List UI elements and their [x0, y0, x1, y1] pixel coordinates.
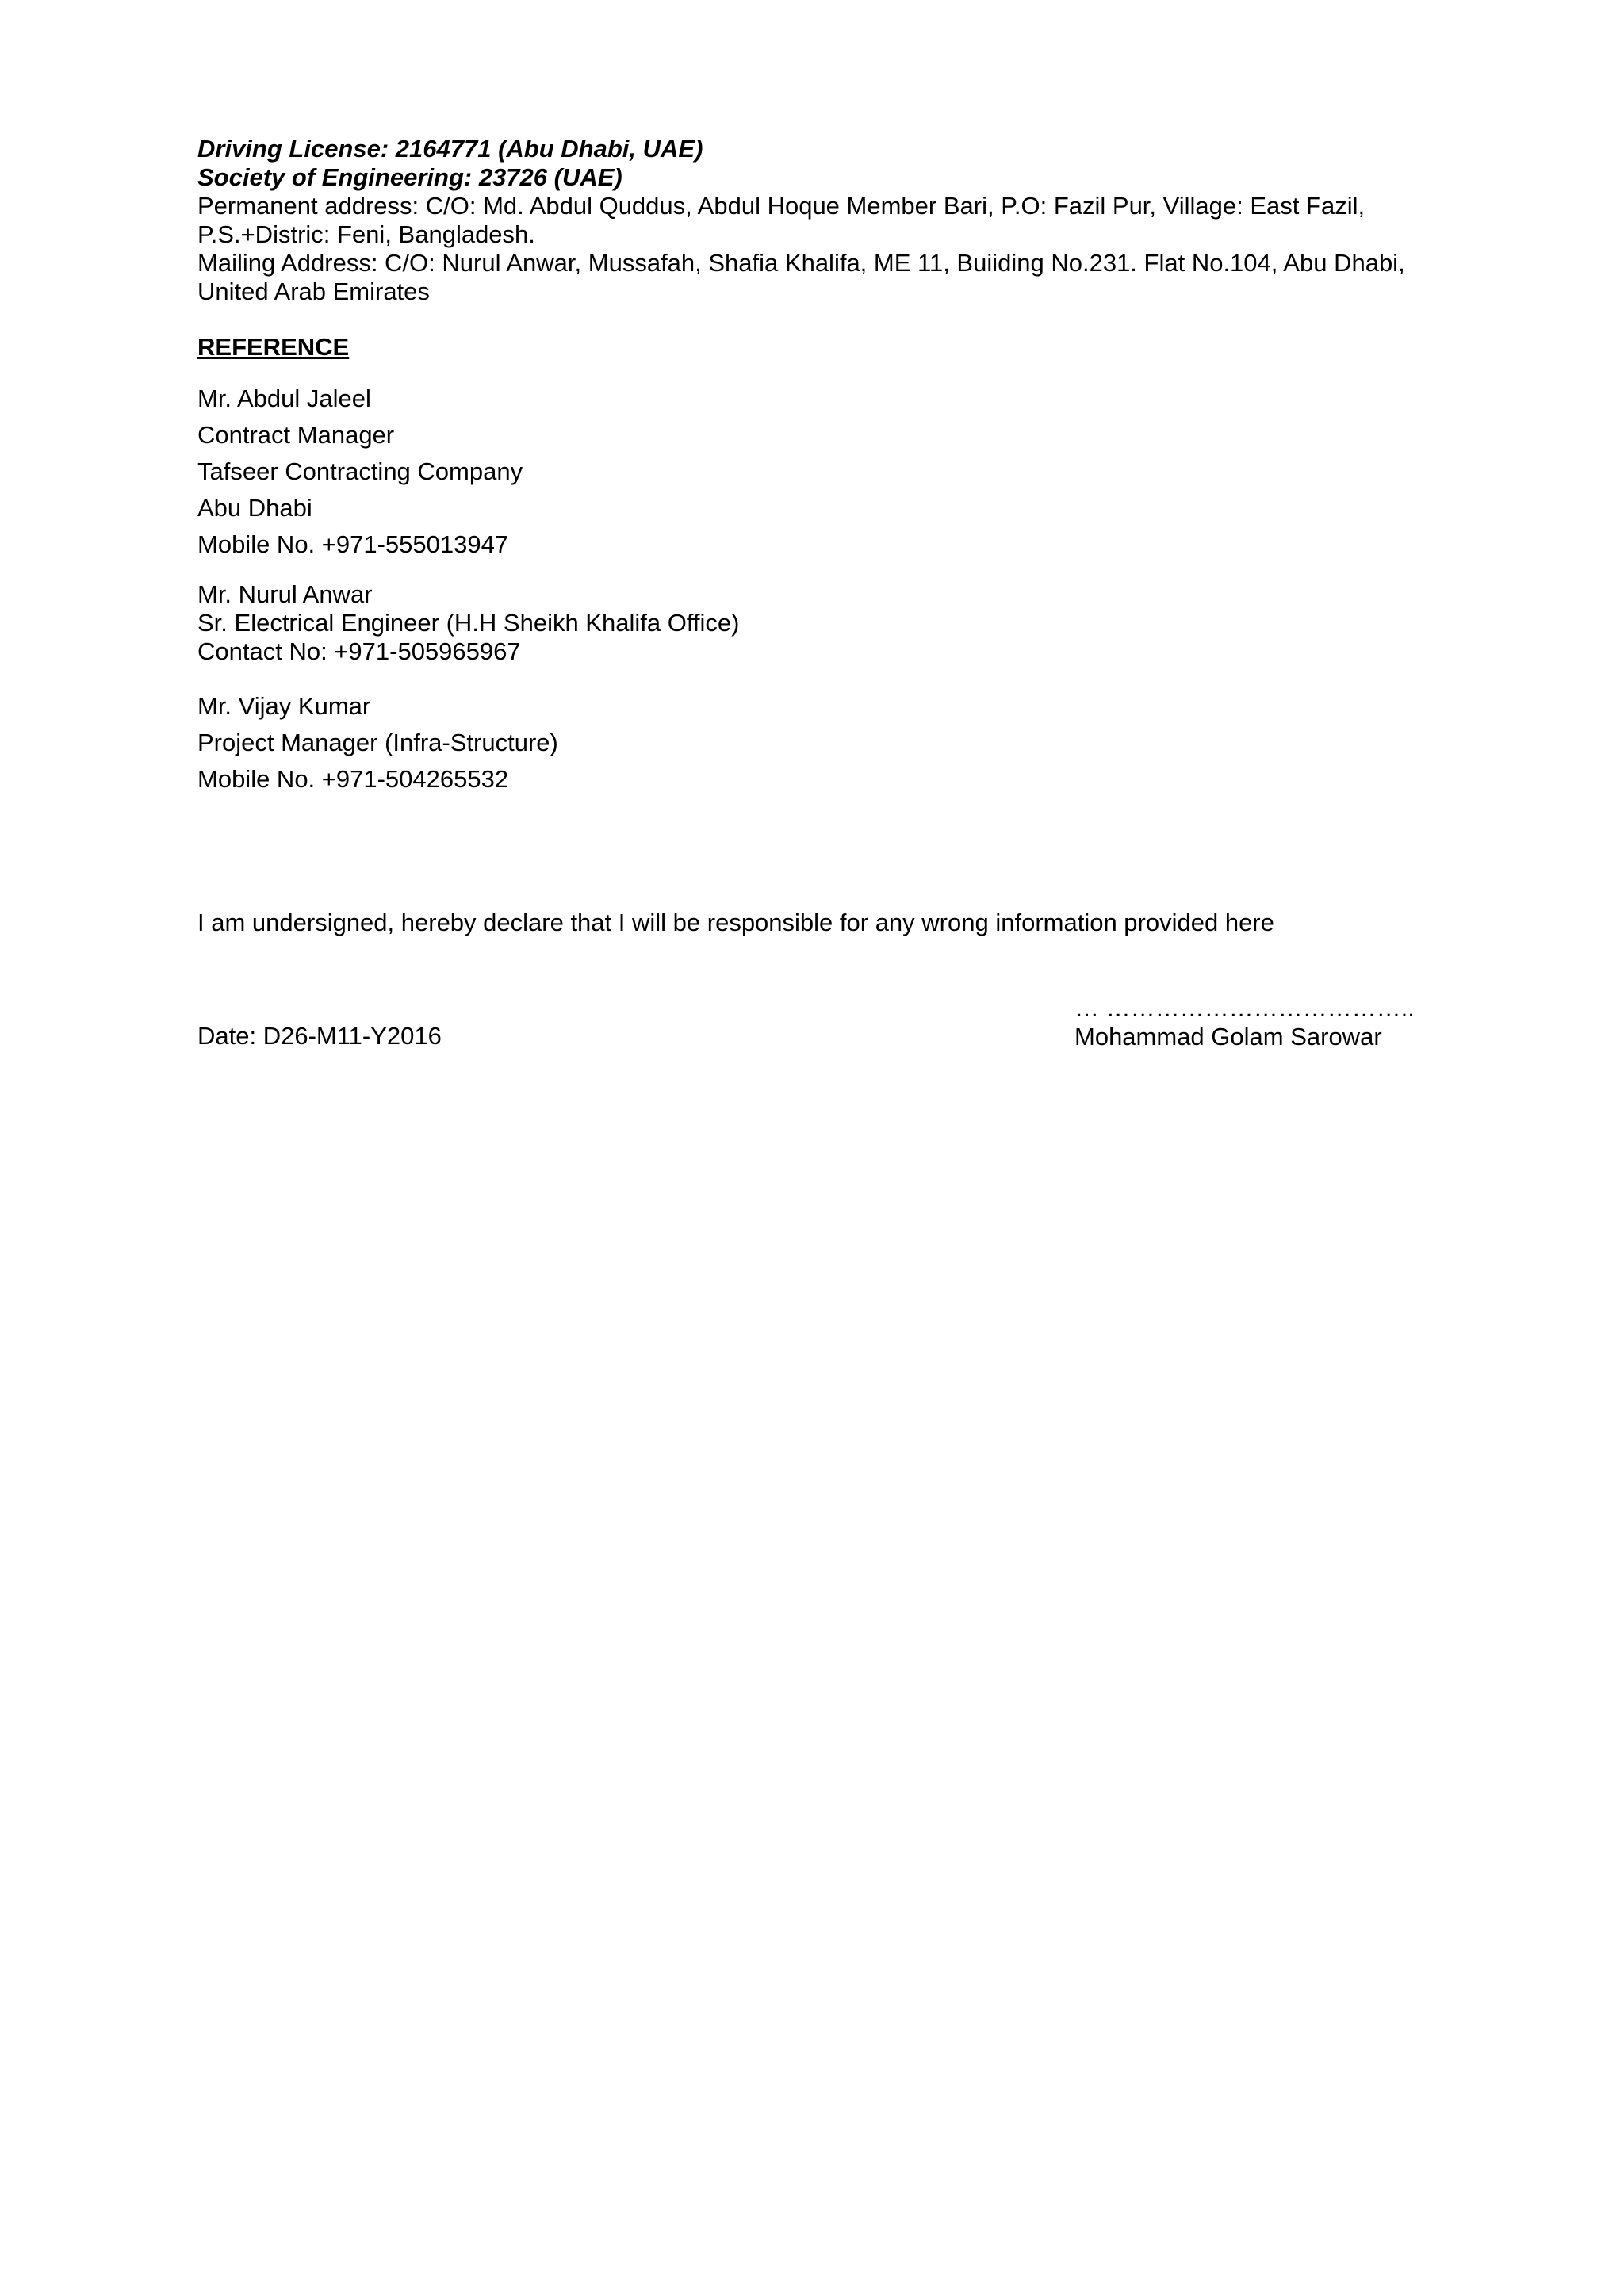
- permanent-address-line-2: P.S.+Distric: Feni, Bangladesh.: [197, 220, 535, 248]
- permanent-address-line-1: Permanent address: C/O: Md. Abdul Quddus, Abdul Hoque Member Bari, P.O: Fazil Pur, Village: East Fazil,: [197, 192, 1365, 220]
- reference-2: [197, 580, 1434, 666]
- document-body: [197, 135, 1434, 798]
- mailing-address-line-2: United Arab Emirates: [197, 277, 430, 305]
- signature-name: Mohammad Golam Sarowar: [1074, 1023, 1382, 1050]
- reference-title: Contract Manager: [197, 421, 395, 449]
- reference-location: Abu Dhabi: [197, 494, 312, 522]
- reference-3: [197, 688, 1434, 798]
- reference-title: Sr. Electrical Engineer (H.H Sheikh Khalifa Office): [197, 609, 740, 637]
- reference-phone: Contact No: +971-505965967: [197, 637, 521, 665]
- declaration-date: Date: D26-M11-Y2016: [197, 1022, 442, 1050]
- reference-phone: Mobile No. +971-555013947: [197, 530, 509, 558]
- reference-name: Mr. Nurul Anwar: [197, 580, 373, 608]
- reference-phone: Mobile No. +971-504265532: [197, 765, 509, 793]
- reference-name: Mr. Abdul Jaleel: [197, 385, 371, 412]
- society-of-engineering: Society of Engineering: 23726 (UAE): [197, 163, 622, 191]
- reference-name: Mr. Vijay Kumar: [197, 692, 371, 720]
- driving-license: Driving License: 2164771 (Abu Dhabi, UAE): [197, 135, 703, 163]
- reference-heading: REFERENCE: [197, 333, 350, 361]
- signature-line: … ………………………………..: [1074, 994, 1415, 1022]
- reference-title: Project Manager (Infra-Structure): [197, 729, 558, 756]
- reference-company: Tafseer Contracting Company: [197, 457, 523, 485]
- reference-1: [197, 381, 1434, 563]
- signature-block: [1074, 994, 1415, 1051]
- declaration-text: I am undersigned, hereby declare that I will be responsible for any wrong information provided here: [197, 909, 1274, 936]
- mailing-address-line-1: Mailing Address: C/O: Nurul Anwar, Mussafah, Shafia Khalifa, ME 11, Buiiding No.231. Flat No.104, Abu Dhabi,: [197, 249, 1405, 277]
